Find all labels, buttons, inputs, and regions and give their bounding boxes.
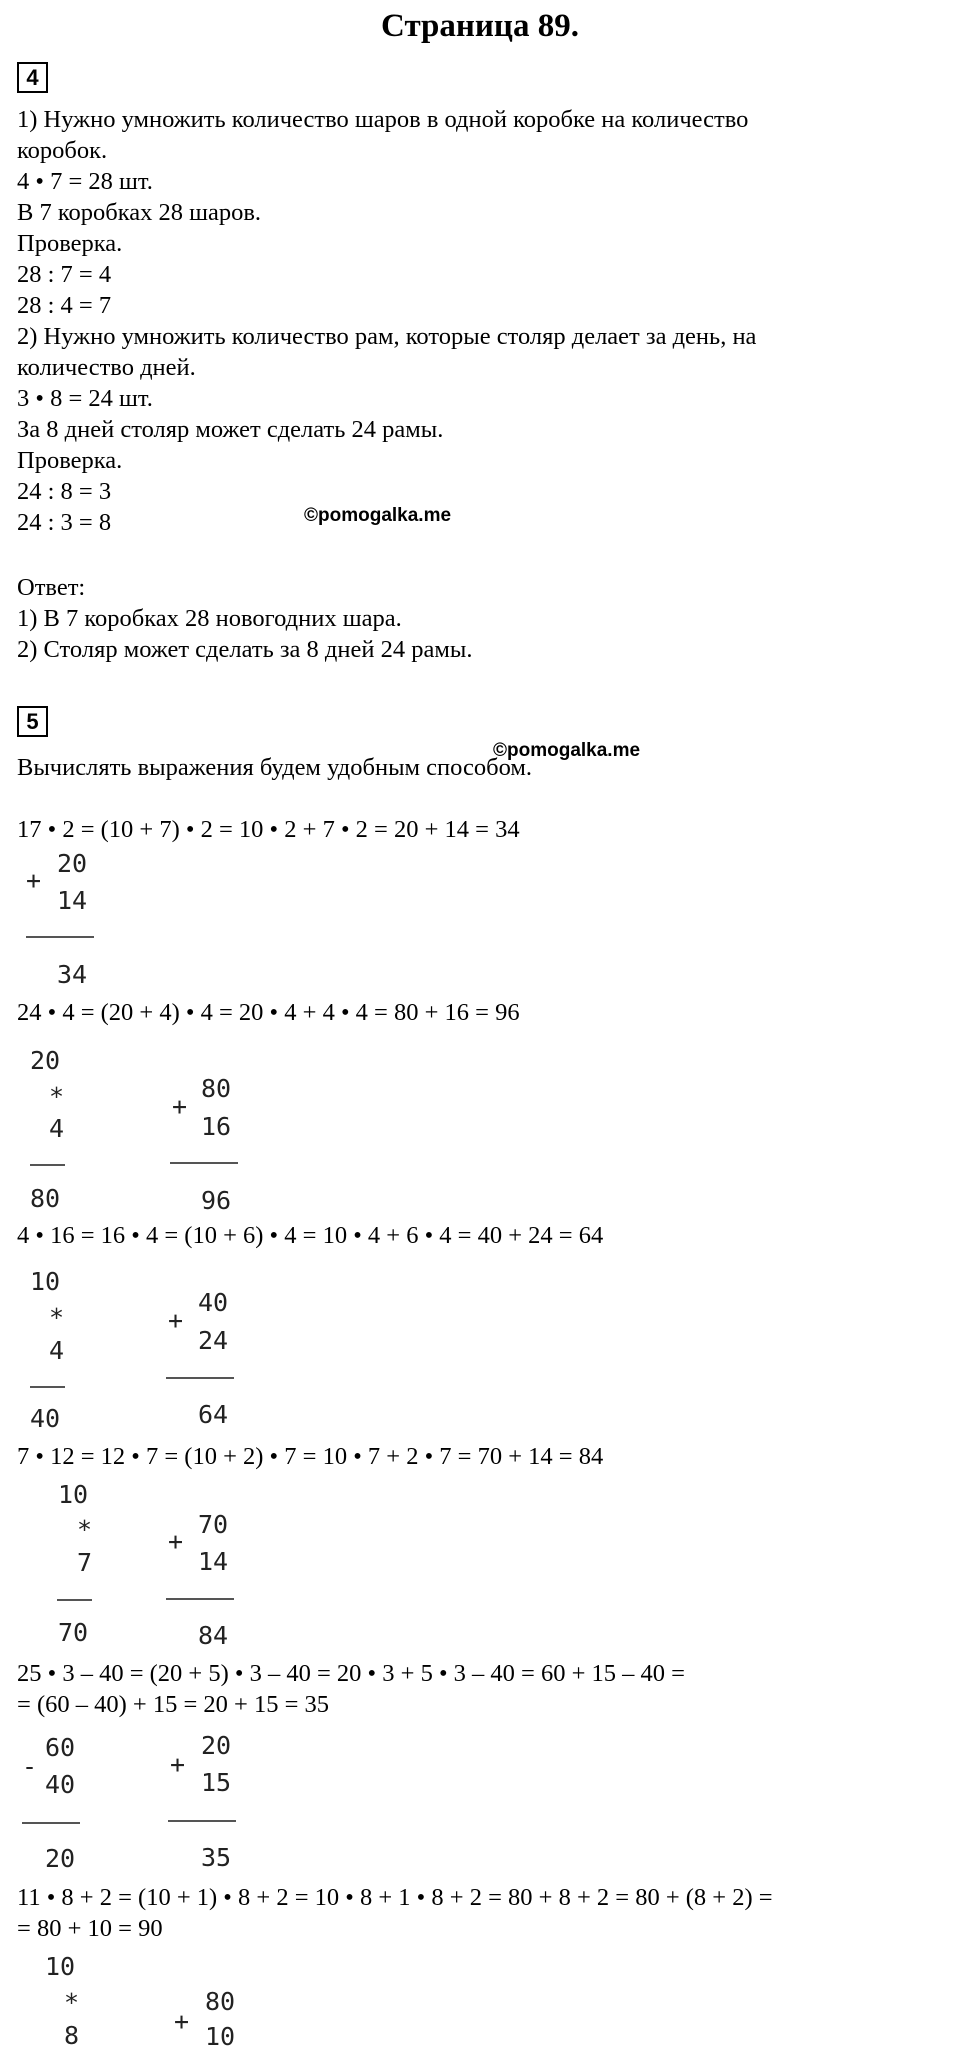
column-operand: 14 (198, 1547, 229, 1576)
column-line (26, 936, 94, 938)
plus-sign: + (168, 1306, 184, 1335)
text-line: 1) Нужно умножить количество шаров в одной коробке на количество (17, 106, 749, 133)
text-line: 3 • 8 = 24 шт. (17, 385, 153, 412)
column-operand: 4 (49, 1336, 65, 1365)
equation: 7 • 12 = 12 • 7 = (10 + 2) • 7 = 10 • 7 + 2 • 7 = 70 + 14 = 84 (17, 1443, 604, 1470)
equation: 17 • 2 = (10 + 7) • 2 = 10 • 2 + 7 • 2 = 20 + 14 = 34 (17, 816, 520, 843)
equation: 24 • 4 = (20 + 4) • 4 = 20 • 4 + 4 • 4 = 80 + 16 = 96 (17, 999, 520, 1026)
plus-sign: + (168, 1527, 184, 1556)
column-result: 96 (201, 1186, 232, 1215)
column-operand: 8 (64, 2021, 80, 2050)
plus-sign: + (26, 866, 42, 895)
text-line: 24 : 8 = 3 (17, 478, 112, 505)
watermark: ©pomogalka.me (493, 740, 641, 761)
column-line (166, 1377, 234, 1379)
equation-continued: = (60 – 40) + 15 = 20 + 15 = 35 (17, 1691, 330, 1718)
answer-line: 1) В 7 коробках 28 новогодних шара. (17, 605, 402, 632)
text-line: За 8 дней столяр может сделать 24 рамы. (17, 416, 444, 443)
multiply-sign: * (49, 1082, 65, 1111)
column-operand: 24 (198, 1326, 229, 1355)
text-line: В 7 коробках 28 шаров. (17, 199, 262, 226)
equation: 11 • 8 + 2 = (10 + 1) • 8 + 2 = 10 • 8 + 1 • 8 + 2 = 80 + 8 + 2 = 80 + (8 + 2) = (17, 1884, 773, 1911)
page-title: Страница 89. (381, 8, 579, 44)
column-operand: 20 (201, 1731, 232, 1760)
column-operand: 40 (198, 1288, 229, 1317)
task-5-number: 5 (17, 706, 48, 737)
answer-line: 2) Столяр может сделать за 8 дней 24 рамы. (17, 636, 473, 663)
column-line (22, 1822, 80, 1824)
column-line (57, 1599, 92, 1601)
column-result: 70 (58, 1618, 89, 1647)
column-operand: 14 (57, 886, 88, 915)
column-line (170, 1162, 238, 1164)
multiply-sign: * (77, 1515, 93, 1544)
multiply-sign: * (49, 1303, 65, 1332)
column-operand: 60 (45, 1733, 76, 1762)
equation: 25 • 3 – 40 = (20 + 5) • 3 – 40 = 20 • 3 + 5 • 3 – 40 = 60 + 15 – 40 = (17, 1660, 685, 1687)
column-result: 34 (57, 960, 88, 989)
column-line (30, 1164, 65, 1166)
column-result: 35 (201, 1843, 232, 1872)
column-operand: 70 (198, 1510, 229, 1539)
column-operand: 10 (45, 1952, 76, 1981)
column-operand: 10 (205, 2022, 236, 2051)
equation-continued: = 80 + 10 = 90 (17, 1915, 163, 1942)
text-line: 4 • 7 = 28 шт. (17, 168, 153, 195)
text-line: 2) Нужно умножить количество рам, которые столяр делает за день, на (17, 323, 757, 350)
text-line: Проверка. (17, 447, 123, 474)
column-result: 40 (30, 1404, 61, 1433)
column-result: 84 (198, 1621, 229, 1650)
text-line: 28 : 4 = 7 (17, 292, 112, 319)
column-operand: 10 (58, 1480, 89, 1509)
column-operand: 80 (201, 1074, 232, 1103)
column-operand: 10 (30, 1267, 61, 1296)
column-operand: 20 (30, 1046, 61, 1075)
task-4-number: 4 (17, 62, 48, 93)
plus-sign: + (170, 1750, 186, 1779)
minus-sign: - (22, 1752, 38, 1781)
text-line: 28 : 7 = 4 (17, 261, 112, 288)
column-result: 64 (198, 1400, 229, 1429)
plus-sign: + (172, 1092, 188, 1121)
task-5-intro: Вычислять выражения будем удобным способом. (17, 754, 533, 781)
text-line: 24 : 3 = 8 (17, 509, 112, 536)
watermark: ©pomogalka.me (304, 505, 452, 526)
column-operand: 80 (205, 1987, 236, 2016)
column-line (30, 1386, 65, 1388)
column-operand: 4 (49, 1114, 65, 1143)
equation: 4 • 16 = 16 • 4 = (10 + 6) • 4 = 10 • 4 + 6 • 4 = 40 + 24 = 64 (17, 1222, 604, 1249)
column-operand: 15 (201, 1768, 232, 1797)
column-operand: 40 (45, 1770, 76, 1799)
column-operand: 16 (201, 1112, 232, 1141)
text-line: Проверка. (17, 230, 123, 257)
text-line: количество дней. (17, 354, 196, 381)
plus-sign: + (174, 2007, 190, 2036)
column-line (168, 1820, 236, 1822)
column-result: 20 (45, 1844, 76, 1873)
answer-label: Ответ: (17, 574, 86, 601)
column-operand: 20 (57, 849, 88, 878)
column-result: 80 (30, 1184, 61, 1213)
text-line: коробок. (17, 137, 108, 164)
column-line (166, 1598, 234, 1600)
multiply-sign: * (64, 1988, 80, 2017)
column-operand: 7 (77, 1548, 93, 1577)
